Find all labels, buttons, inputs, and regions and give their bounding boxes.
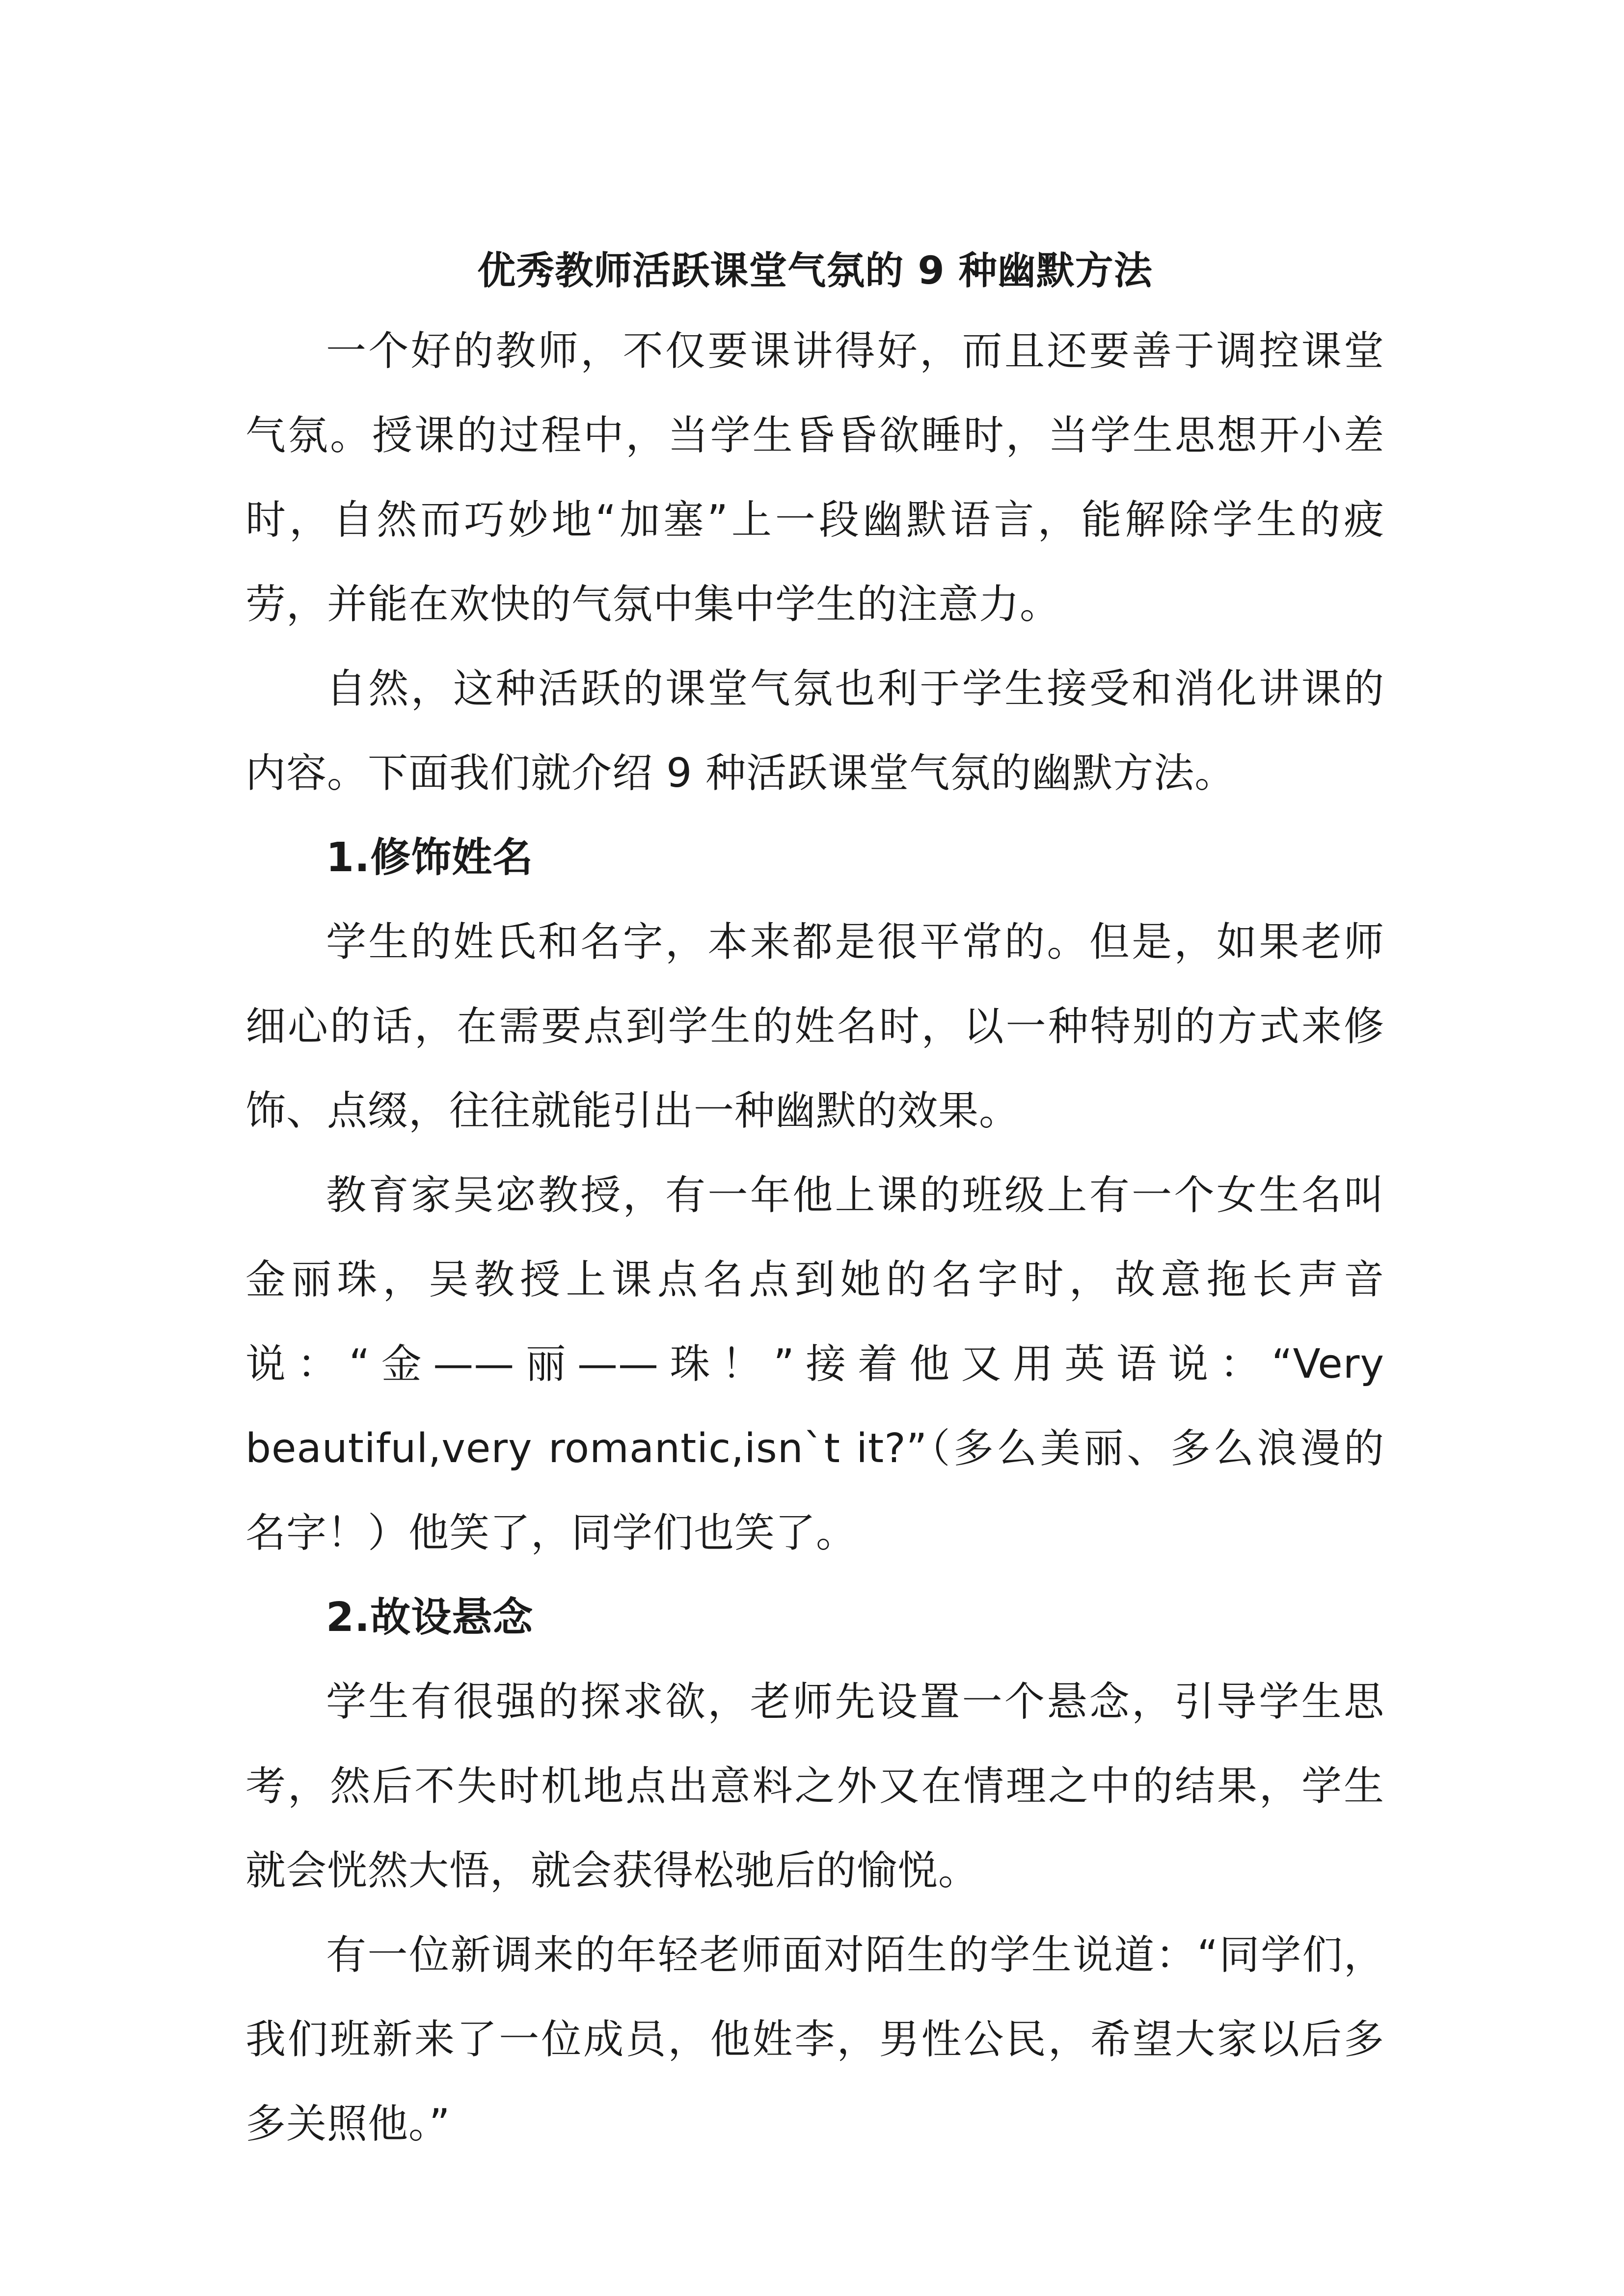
- section-2: [245, 1575, 1384, 2166]
- section-1-heading: 1.修饰姓名: [326, 834, 534, 881]
- section-1-paragraph-2: 教育家吴宓教授，有一年他上课的班级上有一个女生名叫金丽珠，吴教授上课点名点到她的名字时，故意拖长声音说：“金——丽——珠！”接着他又用英语说：“Very beautiful,very romantic,isn`t it?”（多么美丽、多么浪漫的名字！）他笑了，同学们也笑了。: [245, 1172, 1384, 1556]
- section-2-paragraph-2: 有一位新调来的年轻老师面对陌生的学生说道：“同学们，我们班新来了一位成员，他姓李，男性公民，希望大家以后多多关照他。”: [245, 1932, 1384, 2147]
- intro-paragraph-2: 自然，这种活跃的课堂气氛也利于学生接受和消化讲课的内容。下面我们就介绍 9 种活跃课堂气氛的幽默方法。: [245, 666, 1384, 797]
- section-1-paragraph-1: 学生的姓氏和名字，本来都是很平常的。但是，如果老师细心的话，在需要点到学生的姓名时，以一种特别的方式来修饰、点缀，往往就能引出一种幽默的效果。: [245, 919, 1384, 1134]
- document-title: 优秀教师活跃课堂气氛的 9 种幽默方法: [477, 249, 1153, 294]
- section-2-heading: 2.故设悬念: [326, 1594, 534, 1641]
- section-2-paragraph-1: 学生有很强的探求欲，老师先设置一个悬念，引导学生思考，然后不失时机地点出意料之外又在情理之中的结果，学生就会恍然大悟，就会获得松驰后的愉悦。: [245, 1679, 1384, 1894]
- intro-paragraph-1: 一个好的教师，不仅要课讲得好，而且还要善于调控课堂气氛。授课的过程中，当学生昏昏欲睡时，当学生思想开小差时，自然而巧妙地“加塞”上一段幽默语言，能解除学生的疲劳，并能在欢快的气氛中集中学生的注意力。: [245, 328, 1384, 628]
- section-1: [245, 816, 1384, 1575]
- document-body: [245, 309, 1384, 2166]
